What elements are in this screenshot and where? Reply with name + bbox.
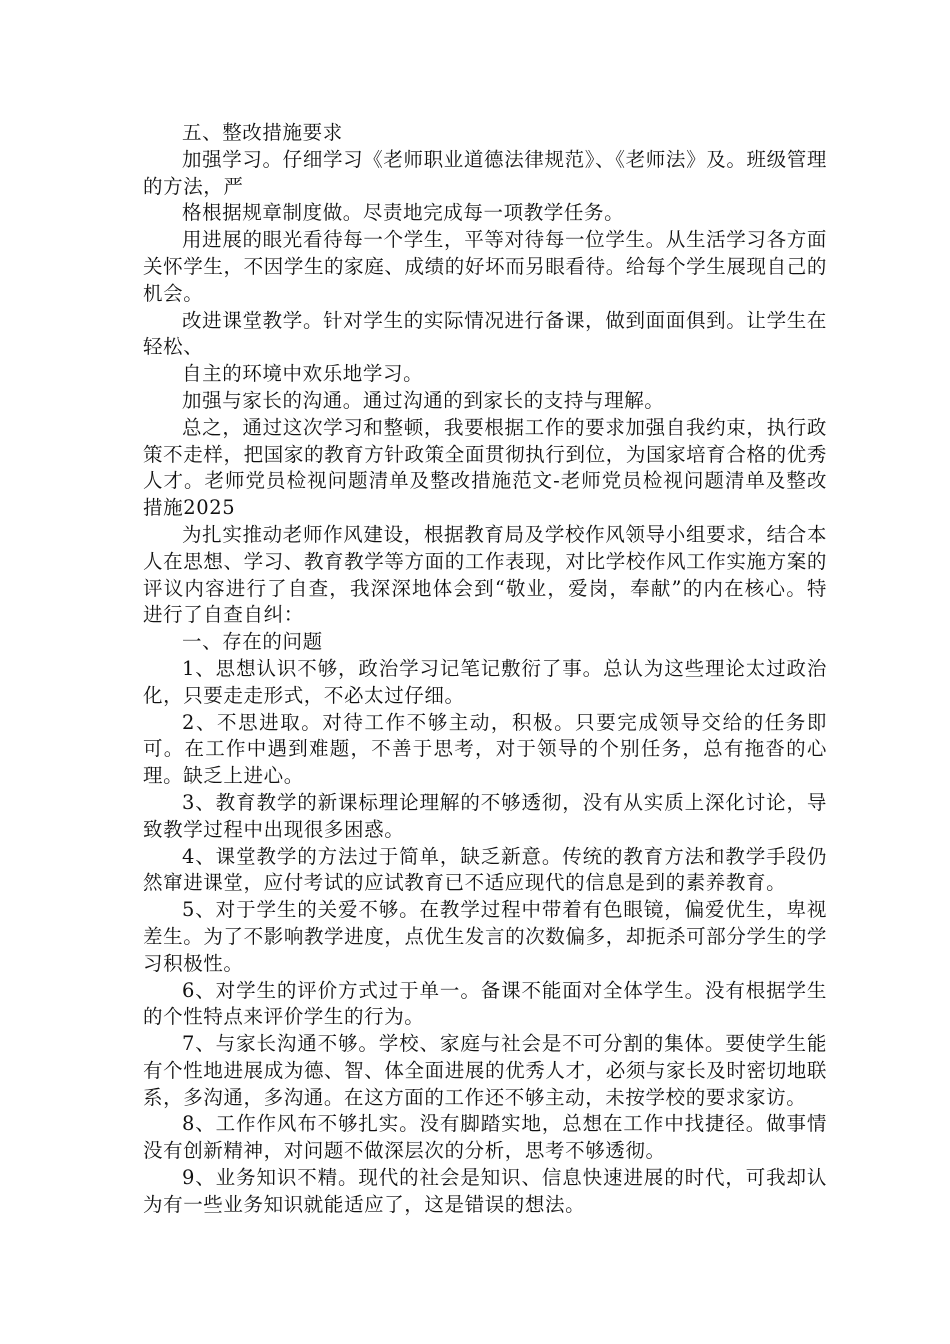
paragraph: 格根据规章制度做。尽责地完成每一项教学任务。 [182, 201, 625, 225]
list-item: 7、与家长沟通不够。学校、家庭与社会是不可分割的集体。要使学生能有个性地进展成为德、智、体全面进展的优秀人才，必须与家长及时密切地联系，多沟通，多沟通。在这方面的工作还不够主动，未按学校的要求家访。 [143, 1032, 827, 1109]
list-item: 4、课堂教学的方法过于简单，缺乏新意。传统的教育方法和教学手段仍然窜进课堂，应付考试的应试教育已不适应现代的信息是到的素养教育。 [143, 844, 827, 895]
section-heading-problems: 一、存在的问题 [182, 630, 323, 654]
list-item: 8、工作作风布不够扎实。没有脚踏实地，总想在工作中找捷径。做事情没有创新精神，对问题不做深层次的分析，思考不够透彻。 [143, 1112, 827, 1163]
paragraph: 总之，通过这次学习和整顿，我要根据工作的要求加强自我约束，执行政策不走样，把国家的教育方针政策全面贯彻执行到位，为国家培育合格的优秀人才。老师党员检视问题清单及整改措施范文-老师党员检视问题清单及整改措施2025 [143, 415, 827, 520]
list-item: 9、业务知识不精。现代的社会是知识、信息快速进展的时代，可我却认为有一些业务知识就能适应了，这是错误的想法。 [143, 1166, 827, 1216]
list-item: 6、对学生的评价方式过于单一。备课不能面对全体学生。没有根据学生的个性特点来评价学生的行为。 [143, 978, 827, 1029]
section-heading-rectification: 五、整改措施要求 [182, 121, 343, 144]
document-body [143, 120, 827, 1219]
paragraph: 为扎实推动老师作风建设，根据教育局及学校作风领导小组要求，结合本人在思想、学习、教育教学等方面的工作表现，对比学校作风工作实施方案的评议内容进行了自查，我深深地体会到“敬业，爱岗，奉献”的内在核心。特进行了自查自纠： [143, 522, 827, 627]
paragraph: 加强与家长的沟通。通过沟通的到家长的支持与理解。 [182, 388, 665, 412]
paragraph: 加强学习。仔细学习《老师职业道德法律规范》、《老师法》及。班级管理的方法，严 [143, 147, 827, 198]
list-item: 2、不思进取。对待工作不够主动，积极。只要完成领导交给的任务即可。在工作中遇到难题，不善于思考，对于领导的个别任务，总有拖沓的心理。缺乏上进心。 [143, 710, 827, 788]
list-item: 5、对于学生的关爱不够。在教学过程中带着有色眼镜，偏爱优生，卑视差生。为了不影响教学进度，点优生发言的次数偏多，却扼杀可部分学生的学习积极性。 [143, 898, 827, 975]
paragraph: 用进展的眼光看待每一个学生，平等对待每一位学生。从生活学习各方面关怀学生，不因学生的家庭、成绩的好坏而另眼看待。给每个学生展现自己的机会。 [143, 228, 827, 305]
list-item: 3、教育教学的新课标理论理解的不够透彻，没有从实质上深化讨论，导致教学过程中出现很多困惑。 [143, 790, 827, 841]
paragraph: 自主的环境中欢乐地学习。 [182, 362, 424, 386]
list-item: 1、思想认识不够，政治学习记笔记敷衍了事。总认为这些理论太过政治化，只要走走形式，不必太过仔细。 [143, 656, 827, 707]
paragraph: 改进课堂教学。针对学生的实际情况进行备课，做到面面俱到。让学生在轻松、 [143, 308, 827, 359]
